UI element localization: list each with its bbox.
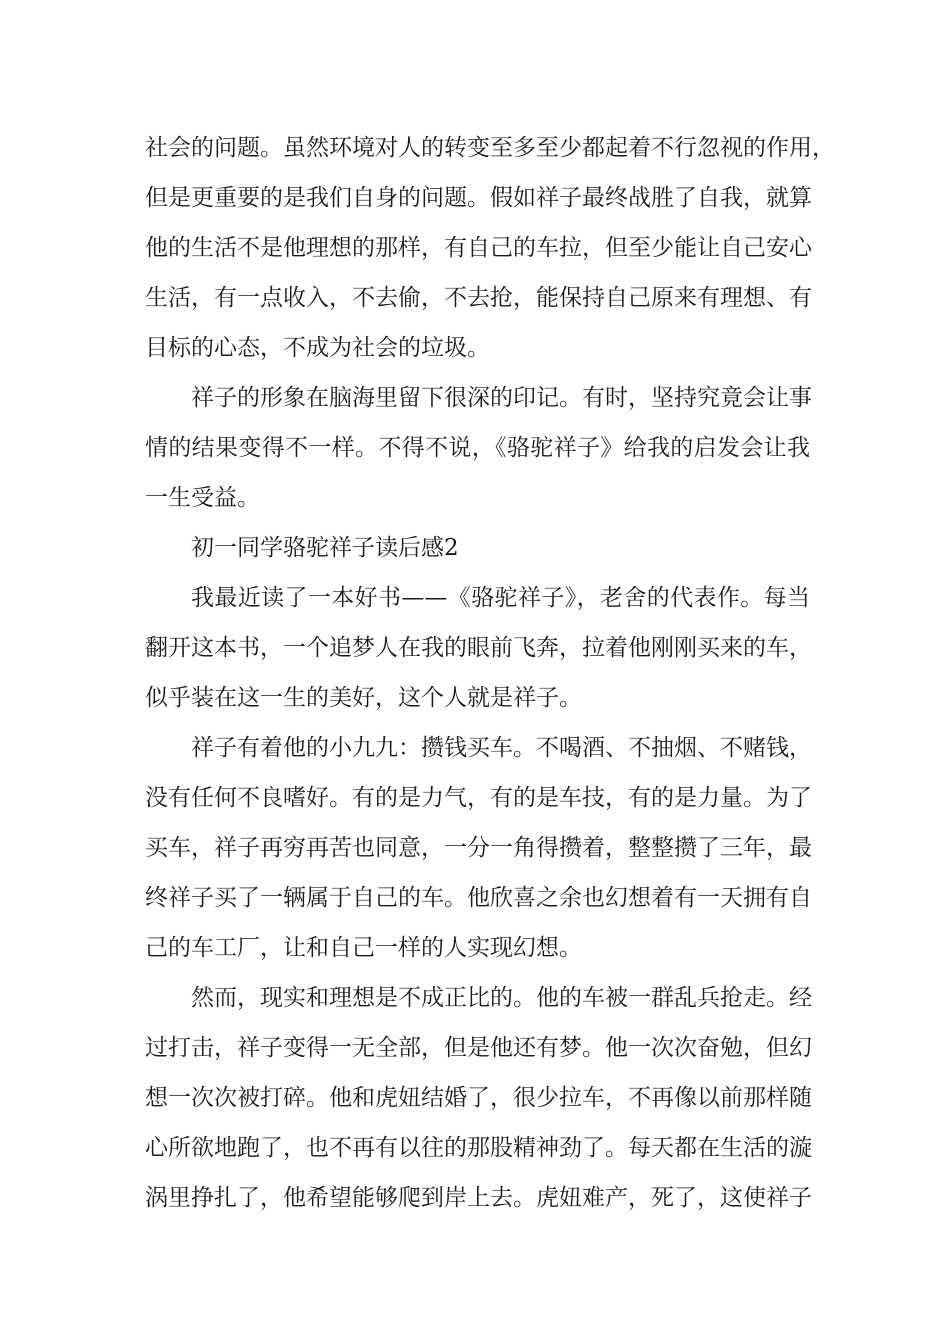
text-line: 社会的问题。虽然环境对人的转变至多至少都起着不行忽视的作用，: [145, 135, 835, 161]
paragraph: [145, 373, 810, 523]
heading-text: 初一同学骆驼祥子读后感2: [191, 535, 459, 561]
text-line: 心所欲地跑了，也不再有以往的那股精神劲了。每天都在生活的漩: [145, 1135, 812, 1161]
paragraph: [145, 573, 810, 723]
text-line: 我最近读了一本好书——《骆驼祥子》，老舍的代表作。每当: [191, 585, 810, 611]
text-line: 然而，现实和理想是不成正比的。他的车被一群乱兵抢走。经: [191, 985, 812, 1011]
paragraph: [145, 973, 810, 1223]
text-line: 涡里挣扎了，他希望能够爬到岸上去。虎妞难产，死了，这使祥子: [145, 1185, 812, 1211]
paragraph: [145, 123, 835, 373]
body-text: [145, 123, 835, 1223]
text-line: 目标的心态，不成为社会的垃圾。: [145, 335, 490, 361]
text-line: 似乎装在这一生的美好，这个人就是祥子。: [145, 685, 582, 711]
section-heading: [145, 523, 810, 573]
text-line: 买车，祥子再穷再苦也同意，一分一角得攒着，整整攒了三年，最: [145, 835, 812, 861]
text-line: 想一次次被打碎。他和虎妞结婚了，很少拉车，不再像以前那样随: [145, 1085, 812, 1111]
text-line: 祥子有着他的小九九：攒钱买车。不喝酒、不抽烟、不赌钱，: [191, 735, 812, 761]
text-line: 没有任何不良嗜好。有的是力气，有的是车技，有的是力量。为了: [145, 785, 812, 811]
text-line: 一生受益。: [145, 485, 260, 511]
text-line: 祥子的形象在脑海里留下很深的印记。有时，坚持究竟会让事: [191, 385, 812, 411]
text-line: 过打击，祥子变得一无全部，但是他还有梦。他一次次奋勉，但幻: [145, 1035, 812, 1061]
text-line: 终祥子买了一辆属于自己的车。他欣喜之余也幻想着有一天拥有自: [145, 885, 812, 911]
text-line: 生活，有一点收入，不去偷，不去抢，能保持自己原来有理想、有: [145, 285, 812, 311]
paragraph: [145, 723, 810, 973]
text-line: 但是更重要的是我们自身的问题。假如祥子最终战胜了自我，就算: [145, 185, 812, 211]
text-line: 翻开这本书，一个追梦人在我的眼前飞奔，拉着他刚刚买来的车，: [145, 635, 812, 661]
text-line: 他的生活不是他理想的那样，有自己的车拉，但至少能让自己安心: [145, 235, 812, 261]
text-line: 情的结果变得不一样。不得不说，《骆驼祥子》给我的启发会让我: [145, 435, 810, 461]
text-line: 己的车工厂，让和自己一样的人实现幻想。: [145, 935, 582, 961]
